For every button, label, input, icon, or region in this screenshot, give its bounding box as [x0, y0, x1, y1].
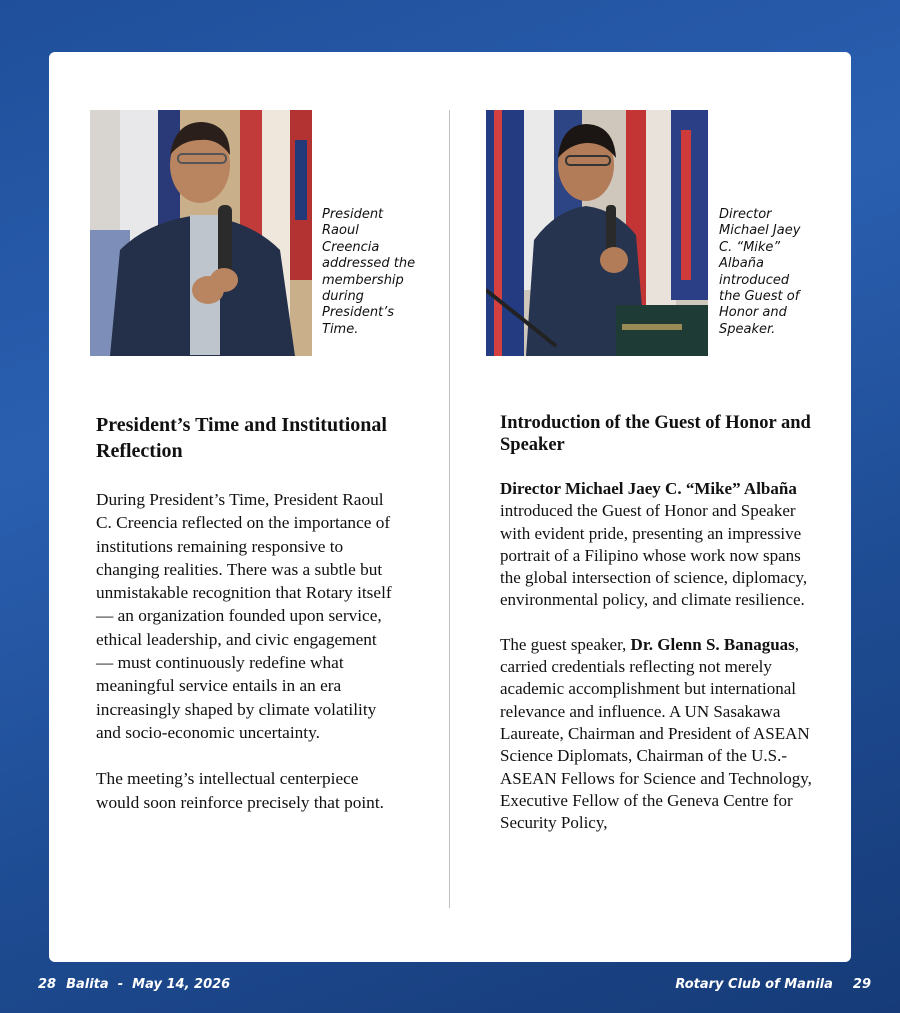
photo-director-speaking: [486, 110, 708, 356]
page-number-left: 28: [38, 977, 57, 992]
right-article: [500, 412, 815, 834]
footer-left: [38, 977, 230, 992]
right-paragraph-1: [500, 478, 815, 612]
footer-publication: Balita - May 14, 2026: [66, 977, 231, 992]
right-paragraph-2-text: , carried credentials reflecting not merely academic accomplishment but international relevance and influence. A UN Sasakawa Laureate, Chairman and President of ASEAN Science Diplomats, Chairman of the U.S.-ASEAN Fellows for Science and Technology, Executive Fellow of the Geneva Centre for Security Policy,: [500, 634, 812, 833]
right-paragraph-2: [500, 634, 815, 835]
right-paragraph-2-start: The guest speaker,: [500, 634, 631, 654]
magazine-spread: [49, 52, 851, 962]
director-name: Director Michael Jaey C. “Mike” Albaña: [500, 479, 797, 498]
page-number-right: 29: [852, 977, 871, 992]
left-paragraph-1: During President’s Time, President Raoul C. Creencia reflected on the importance of institutions remaining responsive to changing realities. There was a subtle but unmistakable recognition that Rotary itself — an organization founded upon service, ethical leadership, and civic engagement — must continuously redefine what meaningful service entails in an era increasingly shaped by climate volatility and socio-economic uncertainty.: [96, 490, 392, 742]
right-heading: Introduction of the Guest of Honor and Speaker: [500, 413, 811, 455]
photo-caption-right: Director Michael Jaey C. “Mike” Albaña introduced the Guest of Honor and Speaker.: [719, 207, 801, 337]
left-heading: President’s Time and Institutional Reflection: [96, 414, 387, 462]
speaker-name: Dr. Glenn S. Banaguas: [630, 634, 795, 654]
footer-club-name: Rotary Club of Manila: [675, 977, 833, 992]
photo-president-speaking: [90, 110, 312, 356]
photo-caption-left: President Raoul Creencia addressed the membership during President’s Time.: [322, 207, 416, 337]
left-paragraph-2: The meeting’s intellectual centerpiece would soon reinforce precisely that point.: [96, 769, 384, 812]
left-article: [96, 412, 396, 814]
footer-right: [675, 977, 871, 992]
column-divider: [449, 110, 450, 908]
right-paragraph-1-text: introduced the Guest of Honor and Speaker with evident pride, presenting an impressive portrait of a Filipino whose work now spans the global intersection of science, diplomacy, environmental policy, and climate resilience.: [500, 501, 808, 610]
